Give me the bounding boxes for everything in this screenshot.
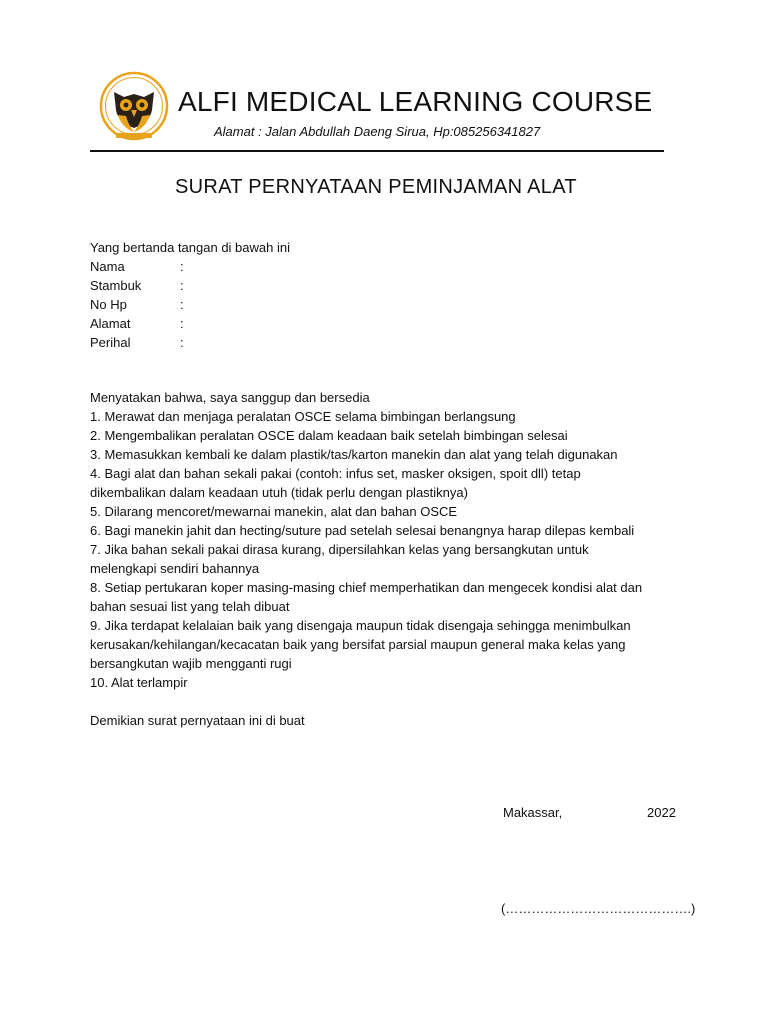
statement-line: 3. Memasukkan kembali ke dalam plastik/tas/karton manekin dan alat yang telah digunakan — [90, 447, 618, 462]
field-colon: : — [180, 335, 184, 350]
header-divider — [90, 150, 664, 152]
organization-address: Alamat : Jalan Abdullah Daeng Sirua, Hp:085256341827 — [214, 124, 541, 139]
statement-line: 10. Alat terlampir — [90, 675, 188, 690]
field-colon: : — [180, 259, 184, 274]
statement-line: bahan sesuai list yang telah dibuat — [90, 599, 290, 614]
statement-line: 8. Setiap pertukaran koper masing-masing chief memperhatikan dan mengecek kondisi alat dan — [90, 580, 643, 595]
signature-year: 2022 — [647, 805, 676, 820]
statement-line: 5. Dilarang mencoret/mewarnai manekin, alat dan bahan OSCE — [90, 504, 458, 519]
field-label: Stambuk — [90, 278, 142, 293]
signature-name-placeholder: (…………………………………….) — [501, 901, 696, 916]
field-row-stambuk — [90, 276, 190, 295]
statement-line: melengkapi sendiri bahannya — [90, 561, 260, 576]
field-row-alamat — [90, 314, 190, 333]
statement-line: 9. Jika terdapat kelalaian baik yang disengaja maupun tidak disengaja sehingga menimbulkan — [90, 618, 631, 633]
statement-line: dikembalikan dalam keadaan utuh (tidak perlu dengan plastiknya) — [90, 485, 468, 500]
statement-line: 6. Bagi manekin jahit dan hecting/suture pad setelah selesai benangnya harap dilepas kembali — [90, 523, 635, 538]
statement-line: kerusakan/kehilangan/kecacatan baik yang bersifat parsial maupun general maka kelas yang — [90, 637, 626, 652]
field-colon: : — [180, 316, 184, 331]
statement-body — [90, 388, 690, 692]
field-colon: : — [180, 278, 184, 293]
signature-place: Makassar, — [503, 805, 563, 820]
statement-line: 7. Jika bahan sekali pakai dirasa kurang, dipersilahkan kelas yang bersangkutan untuk — [90, 542, 589, 557]
statement-line: Menyatakan bahwa, saya sanggup dan bersedia — [90, 390, 370, 405]
owl-logo-icon — [98, 70, 170, 146]
field-row-perihal — [90, 333, 190, 352]
organization-name: ALFI MEDICAL LEARNING COURSE — [178, 86, 653, 117]
document-title: SURAT PERNYATAAN PEMINJAMAN ALAT — [175, 176, 577, 198]
statement-line: 4. Bagi alat dan bahan sekali pakai (contoh: infus set, masker oksigen, spoit dll) tetap — [90, 466, 581, 481]
closing-text: Demikian surat pernyataan ini di buat — [90, 713, 305, 728]
field-label: Alamat — [90, 316, 131, 331]
statement-line: bersangkutan wajib mengganti rugi — [90, 656, 292, 671]
field-label: Perihal — [90, 335, 131, 350]
statement-line: 2. Mengembalikan peralatan OSCE dalam keadaan baik setelah bimbingan selesai — [90, 428, 568, 443]
field-label: No Hp — [90, 297, 127, 312]
field-label: Nama — [90, 259, 125, 274]
statement-line: 1. Merawat dan menjaga peralatan OSCE selama bimbingan berlangsung — [90, 409, 516, 424]
field-colon: : — [180, 297, 184, 312]
field-row-nama — [90, 257, 190, 276]
intro-text: Yang bertanda tangan di bawah ini — [90, 240, 290, 255]
field-row-no-hp — [90, 295, 190, 314]
identity-fields — [90, 257, 190, 352]
